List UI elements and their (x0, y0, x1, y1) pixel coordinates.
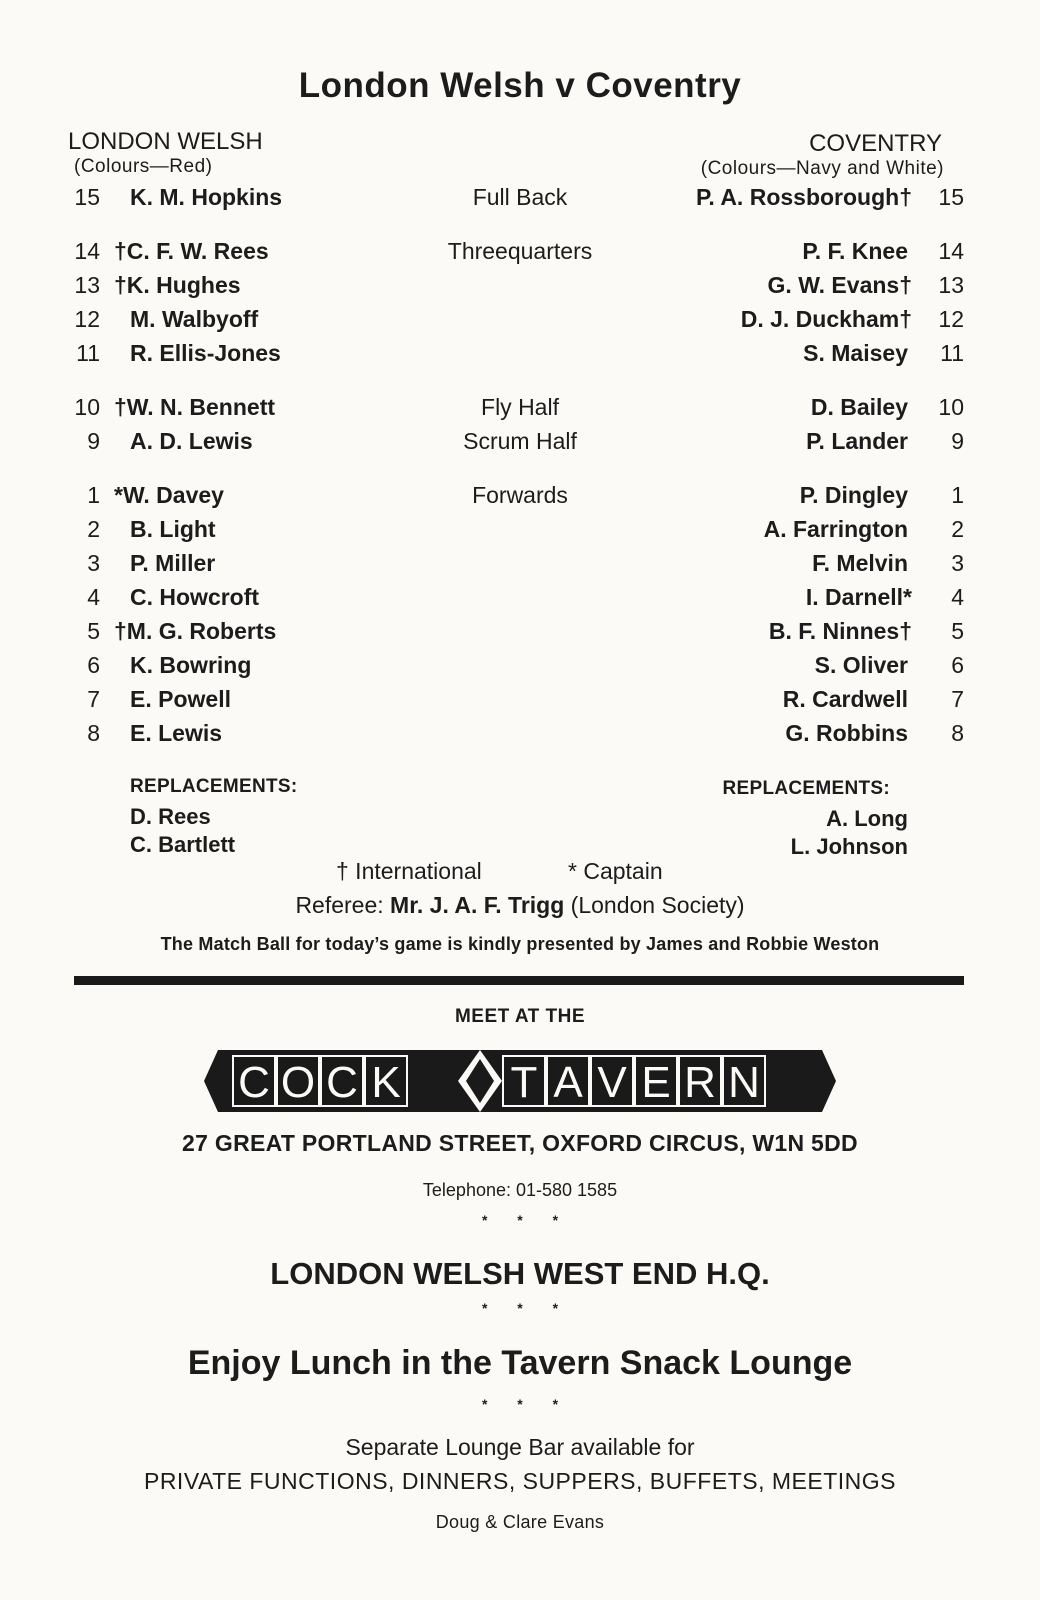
home-player-name: †K. Hughes (114, 272, 241, 298)
away-shirt-number: 12 (938, 306, 964, 332)
match-ball-note: The Match Ball for today’s game is kindly presented by James and Robbie Weston (160, 934, 880, 954)
away-shirt-number: 4 (951, 584, 964, 610)
away-shirt-number: 5 (951, 618, 964, 644)
away-team-colours: (Colours—Navy and White) (700, 158, 944, 179)
home-team-colours: (Colours—Red) (74, 156, 213, 177)
cock-tavern-logo (204, 1050, 836, 1117)
away-replacement: L. Johnson (790, 834, 908, 859)
away-player-name: D. J. Duckham† (740, 306, 912, 332)
away-shirt-number: 15 (938, 184, 964, 210)
player-row (0, 306, 1040, 340)
home-shirt-number: 11 (76, 340, 100, 366)
page-title: London Welsh v Coventry (298, 66, 742, 105)
home-shirt-number: 10 (74, 394, 100, 420)
player-row (0, 686, 1040, 720)
divider (74, 976, 964, 985)
meet-heading: MEET AT THE (454, 1006, 586, 1027)
away-shirt-number: 3 (951, 550, 964, 576)
home-player-name: *W. Davey (114, 482, 224, 508)
away-shirt-number: 14 (938, 238, 964, 264)
lunch-heading: Enjoy Lunch in the Tavern Snack Lounge (187, 1344, 853, 1382)
home-shirt-number: 12 (74, 306, 100, 332)
player-row (0, 428, 1040, 462)
away-player-name: I. Darnell* (805, 584, 912, 610)
away-shirt-number: 7 (951, 686, 964, 712)
home-player-name: †M. G. Roberts (114, 618, 277, 644)
home-shirt-number: 15 (74, 184, 100, 210)
lounge-bar-note: Separate Lounge Bar available for (345, 1434, 695, 1460)
away-player-name: G. Robbins (785, 720, 908, 746)
away-shirt-number: 6 (951, 652, 964, 678)
logo-letter: R (684, 1058, 716, 1107)
player-row (0, 272, 1040, 306)
home-shirt-number: 6 (87, 652, 100, 678)
away-player-name: P. A. Rossborough† (696, 184, 912, 210)
away-player-name: F. Melvin (812, 550, 908, 576)
logo-letter: A (553, 1058, 583, 1107)
away-replacements-label: REPLACEMENTS: (722, 778, 890, 799)
logo-graphic (204, 1050, 836, 1112)
logo-letter: K (371, 1058, 401, 1107)
away-player-name: P. Lander (806, 428, 908, 454)
away-shirt-number: 13 (938, 272, 964, 298)
player-row (0, 340, 1040, 374)
away-shirt-number: 2 (951, 516, 964, 542)
home-shirt-number: 1 (87, 482, 100, 508)
home-shirt-number: 3 (87, 550, 100, 576)
player-row (0, 652, 1040, 686)
player-row (0, 394, 1040, 428)
away-shirt-number: 10 (938, 394, 964, 420)
home-shirt-number: 14 (74, 238, 100, 264)
home-replacement: D. Rees (130, 804, 211, 829)
logo-letter: O (280, 1058, 316, 1107)
home-shirt-number: 7 (87, 686, 100, 712)
away-player-name: P. F. Knee (802, 238, 908, 264)
separator-stars: * * * (481, 1300, 559, 1316)
logo-letter: C (238, 1058, 270, 1107)
player-row (0, 482, 1040, 516)
home-player-name: E. Lewis (130, 720, 223, 746)
logo-letter: T (510, 1058, 538, 1107)
home-shirt-number: 9 (87, 428, 100, 454)
away-shirt-number: 9 (951, 428, 964, 454)
home-player-name: B. Light (130, 516, 216, 542)
player-row (0, 584, 1040, 618)
away-shirt-number: 1 (951, 482, 964, 508)
away-player-name: D. Bailey (810, 394, 908, 420)
player-row (0, 184, 1040, 218)
legend-international: † International (336, 858, 482, 884)
home-player-name: †W. N. Bennett (114, 394, 276, 420)
away-player-name: A. Farrington (763, 516, 908, 542)
home-player-name: K. Bowring (130, 652, 252, 678)
away-player-name: S. Oliver (814, 652, 908, 678)
home-shirt-number: 4 (87, 584, 100, 610)
position-label: Fly Half (481, 394, 559, 420)
referee-society: (London Society) (570, 892, 745, 918)
logo-letter: C (326, 1058, 358, 1107)
referee-name: Mr. J. A. F. Trigg (390, 892, 565, 918)
position-label: Scrum Half (463, 428, 577, 454)
player-row (0, 550, 1040, 584)
home-shirt-number: 5 (87, 618, 100, 644)
referee-line (0, 892, 1040, 919)
away-player-name: S. Maisey (803, 340, 908, 366)
logo-letter: V (597, 1058, 627, 1107)
home-player-name: E. Powell (130, 686, 231, 712)
player-row (0, 618, 1040, 652)
logo-letter: E (641, 1058, 671, 1107)
away-shirt-number: 8 (951, 720, 964, 746)
position-label: Threequarters (447, 238, 593, 264)
home-shirt-number: 8 (87, 720, 100, 746)
home-player-name: K. M. Hopkins (130, 184, 283, 210)
home-player-name: A. D. Lewis (130, 428, 253, 454)
home-player-name: M. Walbyoff (130, 306, 259, 332)
player-row (0, 720, 1040, 754)
away-shirt-number: 11 (940, 340, 964, 366)
away-player-name: G. W. Evans† (767, 272, 912, 298)
position-label: Full Back (472, 184, 568, 210)
home-player-name: †C. F. W. Rees (114, 238, 269, 264)
separator-stars: * * * (481, 1396, 559, 1412)
player-row (0, 516, 1040, 550)
home-replacements-label: REPLACEMENTS: (130, 776, 298, 797)
legend-captain: * Captain (568, 858, 663, 884)
separator-stars: * * * (481, 1212, 559, 1228)
home-player-name: C. Howcroft (130, 584, 260, 610)
away-player-name: P. Dingley (799, 482, 908, 508)
functions-list: PRIVATE FUNCTIONS, DINNERS, SUPPERS, BUFFETS, MEETINGS (143, 1468, 896, 1494)
player-row (0, 238, 1040, 272)
home-team-name: LONDON WELSH (68, 128, 263, 155)
hq-heading: LONDON WELSH WEST END H.Q. (270, 1256, 770, 1291)
away-player-name: B. F. Ninnes† (768, 618, 912, 644)
home-replacement: C. Bartlett (130, 832, 236, 857)
home-shirt-number: 13 (74, 272, 100, 298)
tavern-phone: Telephone: 01-580 1585 (422, 1180, 618, 1200)
away-replacement: A. Long (826, 806, 908, 831)
logo-letter: N (728, 1058, 760, 1107)
owners-names: Doug & Clare Evans (435, 1512, 605, 1532)
referee-label: Referee: (295, 892, 384, 918)
away-team-name: COVENTRY (809, 130, 942, 157)
home-shirt-number: 2 (87, 516, 100, 542)
home-player-name: P. Miller (130, 550, 216, 576)
position-label: Forwards (472, 482, 568, 508)
home-player-name: R. Ellis-Jones (130, 340, 281, 366)
tavern-address: 27 GREAT PORTLAND STREET, OXFORD CIRCUS, W1N 5DD (182, 1130, 858, 1156)
away-player-name: R. Cardwell (782, 686, 908, 712)
